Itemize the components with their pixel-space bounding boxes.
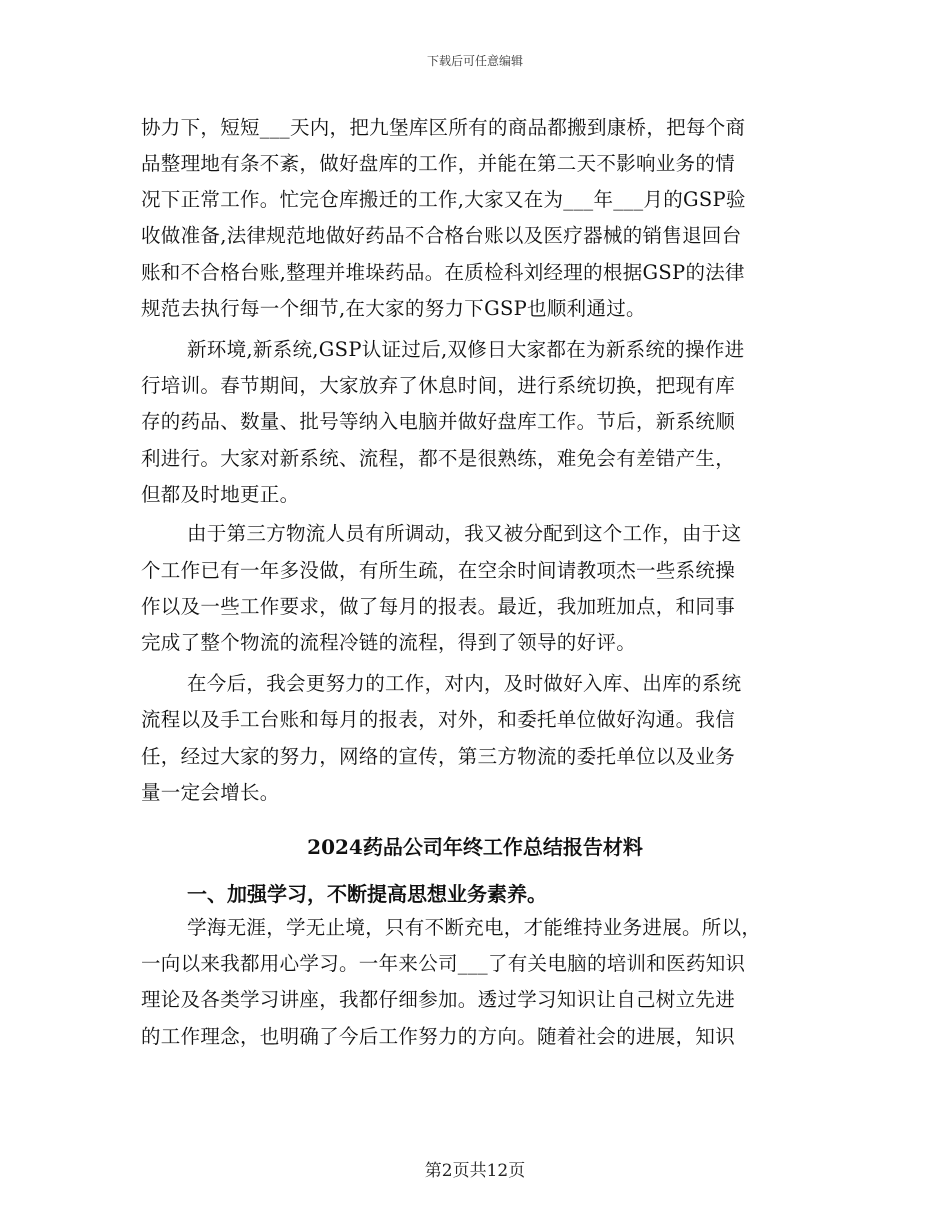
body-line: 作以及一些工作要求，做了每月的报表。最近，我加班加点，和同事 (141, 595, 736, 618)
body-line: 协力下，短短___天内，把九堡库区所有的商品都搬到康桥，把每个商 (141, 116, 746, 139)
body-line: 账和不合格台账,整理并堆垛药品。在质检科刘经理的根据GSP的法律 (141, 261, 745, 284)
body-line: 新环境,新系统,GSP认证过后,双修日大家都在为新系统的操作进 (187, 338, 745, 361)
body-line: 但都及时地更正。 (141, 483, 300, 506)
body-line: 况下正常工作。忙完仓库搬迁的工作,大家又在为___年___月的GSP验 (141, 188, 746, 211)
body-line: 任，经过大家的努力，网络的宣传，第三方物流的委托单位以及业务 (141, 745, 736, 768)
body-line: 完成了整个物流的流程冷链的流程，得到了领导的好评。 (141, 631, 637, 654)
page-header: 下载后可任意编辑 (426, 54, 523, 68)
body-line: 理论及各类学习讲座，我都仔细参加。透过学习知识让自己树立先进 (141, 988, 736, 1011)
body-line: 规范去执行每一个细节,在大家的努力下GSP也顺利通过。 (141, 297, 646, 320)
body-line: 利进行。大家对新系统、流程，都不是很熟练，难免会有差错产生， (141, 447, 736, 470)
body-line: 品整理地有条不紊，做好盘库的工作，并能在第二天不影响业务的情 (141, 152, 736, 175)
section-heading: 一、加强学习，不断提高思想业务素养。 (187, 882, 547, 906)
body-line: 收做准备,法律规范地做好药品不合格台账以及医疗器械的销售退回台 (141, 224, 742, 247)
body-line: 个工作已有一年多没做，有所生疏，在空余时间请教项杰一些系统操 (141, 559, 736, 582)
body-line: 学海无涯，学无止境，只有不断充电，才能维持业务进展。所以， (187, 916, 762, 939)
page-number: 第2页共12页 (424, 1161, 526, 1181)
body-line: 在今后，我会更努力的工作，对内，及时做好入库、出库的系统 (187, 672, 742, 695)
document-title: 2024药品公司年终工作总结报告材料 (307, 835, 643, 859)
body-line: 存的药品、数量、批号等纳入电脑并做好盘库工作。节后，新系统顺 (141, 410, 736, 433)
body-line: 一向以来我都用心学习。一年来公司___了有关电脑的培训和医药知识 (141, 952, 746, 975)
body-line: 由于第三方物流人员有所调动，我又被分配到这个工作，由于这 (187, 522, 742, 545)
body-line: 量一定会增长。 (141, 781, 280, 804)
body-line: 行培训。春节期间，大家放弃了休息时间，进行系统切换，把现有库 (141, 374, 736, 397)
body-line: 流程以及手工台账和每月的报表，对外，和委托单位做好沟通。我信 (141, 708, 736, 731)
body-line: 的工作理念，也明确了今后工作努力的方向。随着社会的进展，知识 (141, 1025, 736, 1048)
